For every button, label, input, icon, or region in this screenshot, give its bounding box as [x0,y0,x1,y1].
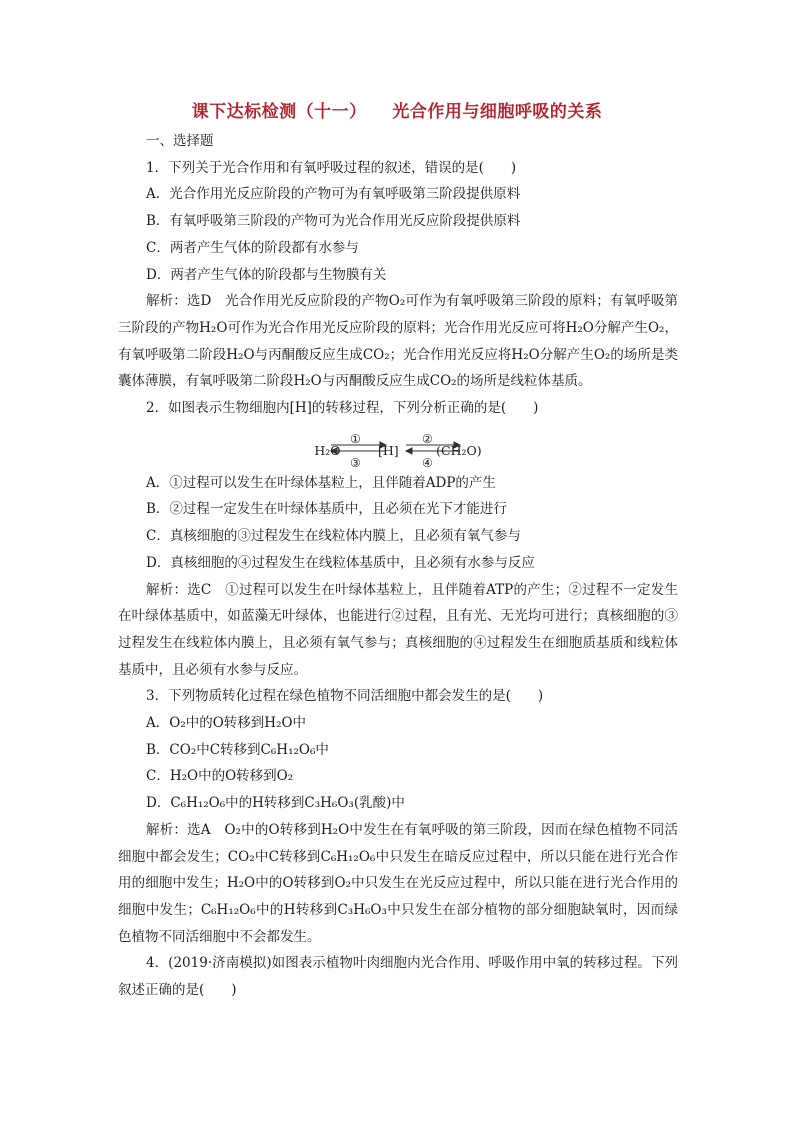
question-stem: 4．(2019·济南模拟)如图表示植物叶肉细胞内光合作用、呼吸作用中氧的转移过程。下列叙述正确的是( ) [118,955,678,999]
page-title: 课下达标检测（十一） 光合作用与细胞呼吸的关系 [191,102,603,122]
analysis: 解析：选A O₂中的O转移到H₂O中发生在有氧呼吸的第三阶段，因而在绿色植物不同活细胞中都会发生；CO₂中C转移到C₆H₁₂O₆中只发生在暗反应过程中，所以只能在进行光合作用的细胞中发生；H₂O中的O转移到O₂中只发生在光反应过程中，所以只能在进行光合作用的细胞中发生；C₆H₁₂O₆中的H转移到C₃H₆O₃中只发生在部分植物的部分细胞缺氧时，因而绿色植物不同活细胞中不会都发生。 [118,821,678,945]
question-2 [118,395,678,683]
question-4 [118,950,678,1003]
question-1 [118,155,678,395]
reaction-equation: H₂O [H] (CH₂O) [314,442,482,458]
process-label-3: ③ [350,455,361,470]
question-stem: 3．下列物质转化过程在绿色植物不同活细胞中都会发生的是( ) [146,688,544,705]
process-label-4: ④ [422,455,433,470]
option-d: D．C₆H₁₂O₆中的H转移到C₃H₆O₃(乳酸)中 [146,795,405,812]
process-label-1: ① [350,431,361,446]
question-3 [118,683,678,950]
question-stem: 1．下列关于光合作用和有氧呼吸过程的叙述，错误的是( ) [146,159,517,176]
option-c: C．两者产生气体的阶段都有水参与 [146,239,359,256]
option-b: B．CO₂中C转移到C₆H₁₂O₆中 [146,741,329,758]
option-b: B．有氧呼吸第三阶段的产物可为光合作用光反应阶段提供原料 [146,213,521,230]
option-a: A．①过程可以发生在叶绿体基粒上，且伴随着ADP的产生 [146,474,496,491]
option-d: D．两者产生气体的阶段都与生物膜有关 [146,266,387,283]
analysis: 解析：选C ①过程可以发生在叶绿体基粒上，且伴随着ATP的产生；②过程不一定发生在叶绿体基质中，如蓝藻无叶绿体，也能进行②过程，且有光、无光均可进行；真核细胞的③过程发生在线粒体内膜上，且必须有氧气参与；真核细胞的④过程发生在细胞质基质和线粒体基质中，且必须有水参与反应。 [118,581,678,678]
question-stem: 2．如图表示生物细胞内[H]的转移过程，下列分析正确的是( ) [146,400,539,417]
option-b: B．②过程一定发生在叶绿体基质中，且必须在光下才能进行 [146,501,507,518]
analysis: 解析：选D 光合作用光反应阶段的产物O₂可作为有氧呼吸第三阶段的原料；有氧呼吸第三阶段的产物H₂O可作为光合作用光反应阶段的原料；光合作用光反应可将H₂O分解产生O₂，有氧呼吸第二阶段H₂O与丙酮酸反应生成CO₂；光合作用光反应将H₂O分解产生O₂的场所是类囊体薄膜，有氧呼吸第二阶段H₂O与丙酮酸反应生成CO₂的场所是线粒体基质。 [118,293,678,390]
option-a: A．光合作用光反应阶段的产物可为有氧呼吸第三阶段提供原料 [146,186,521,203]
option-a: A．O₂中的O转移到H₂O中 [146,715,307,732]
reaction-formula [118,426,678,470]
document-body [118,128,678,1004]
option-c: C．真核细胞的③过程发生在线粒体内膜上，且必须有氧气参与 [146,528,521,545]
section-heading: 一、选择题 [146,133,214,149]
option-c: C．H₂O中的O转移到O₂ [146,768,294,785]
option-d: D．真核细胞的④过程发生在线粒体基质中，且必须有水参与反应 [146,554,535,571]
process-label-2: ② [422,431,433,446]
